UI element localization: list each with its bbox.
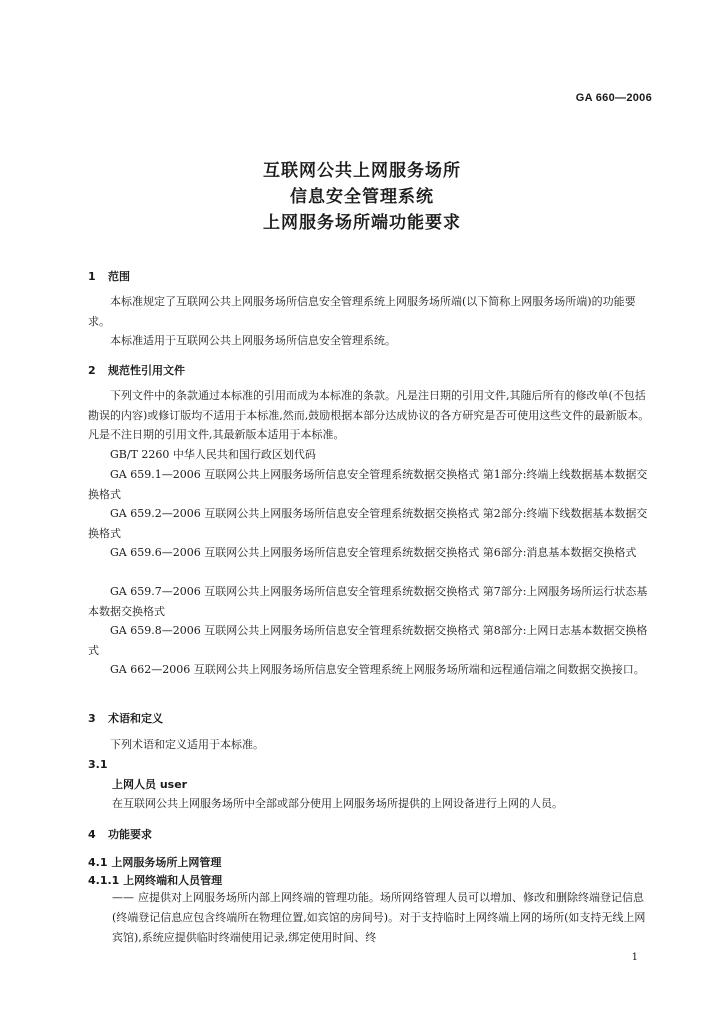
section-1-paragraph-2: 本标准适用于互联网公共上网服务场所信息安全管理系统。 <box>110 334 396 347</box>
reference-item: GA 659.2—2006 互联网公共上网服务场所信息安全管理系统数据交换格式 第2部分:终端下线数据基本数据交换格式 <box>88 507 648 540</box>
section-number: 1 <box>88 270 96 283</box>
term-entry: 上网人员 user <box>112 778 188 791</box>
subsection-4-1: 4.1 上网服务场所上网管理 <box>88 856 222 869</box>
section-title: 范围 <box>108 270 130 283</box>
standard-code: GA 660—2006 <box>575 92 652 104</box>
reference-item: GA 662—2006 互联网公共上网服务场所信息安全管理系统上网服务场所端和远程通信端之间数据交换接口。 <box>110 663 645 676</box>
section-4-heading <box>88 826 152 842</box>
section-3-intro: 下列术语和定义适用于本标准。 <box>110 738 264 751</box>
page-number: 1 <box>631 952 638 963</box>
section-title: 术语和定义 <box>108 712 163 725</box>
section-number: 3 <box>88 712 96 725</box>
section-2-intro: 下列文件中的条款通过本标准的引用而成为本标准的条款。凡是注日期的引用文件,其随后所有的修改单(不包括勘误的内容)或修订版均不适用于本标准,然而,鼓励根据本部分达成协议的各方研究是否可使用这些文件的最新版本。凡是不注日期的引用文件,其最新版本适用于本标准。 <box>88 389 650 441</box>
clause-number: 3.1 <box>88 758 108 771</box>
title-line-3: 上网服务场所端功能要求 <box>263 213 461 233</box>
title-line-2: 信息安全管理系统 <box>290 187 434 207</box>
section-title: 功能要求 <box>108 828 152 841</box>
section-1-paragraph-1: 本标准规定了互联网公共上网服务场所信息安全管理系统上网服务场所端(以下简称上网服务场所端)的功能要求。 <box>88 295 636 328</box>
section-3-heading <box>88 710 163 726</box>
term-definition: 在互联网公共上网服务场所中全部或部分使用上网服务场所提供的上网设备进行上网的人员。 <box>112 797 563 810</box>
reference-item: GA 659.1—2006 互联网公共上网服务场所信息安全管理系统数据交换格式 第1部分:终端上线数据基本数据交换格式 <box>88 468 648 501</box>
section-number: 4 <box>88 828 96 841</box>
reference-item: GB/T 2260 中华人民共和国行政区划代码 <box>110 448 316 461</box>
section-2-heading <box>88 362 185 378</box>
section-title: 规范性引用文件 <box>108 364 185 377</box>
reference-item: GA 659.6—2006 互联网公共上网服务场所信息安全管理系统数据交换格式 第6部分:消息基本数据交换格式 <box>110 546 637 559</box>
section-number: 2 <box>88 364 96 377</box>
reference-item: GA 659.8—2006 互联网公共上网服务场所信息安全管理系统数据交换格式 第8部分:上网日志基本数据交换格式 <box>88 624 648 657</box>
reference-item: GA 659.7—2006 互联网公共上网服务场所信息安全管理系统数据交换格式 第7部分:上网服务场所运行状态基本数据交换格式 <box>88 585 648 618</box>
title-line-1: 互联网公共上网服务场所 <box>263 161 461 181</box>
subsection-4-1-1: 4.1.1 上网终端和人员管理 <box>88 874 223 887</box>
section-1-heading <box>88 268 130 284</box>
requirement-item: —— 应提供对上网服务场所内部上网终端的管理功能。场所网络管理人员可以增加、修改和删除终端登记信息(终端登记信息应包含终端所在物理位置,如宾馆的房间号)。对于支持临时上网终端上网的场所(如支持无线上网宾馆),系统应提供临时终端使用记录,绑定使用时间、终 <box>112 891 646 944</box>
